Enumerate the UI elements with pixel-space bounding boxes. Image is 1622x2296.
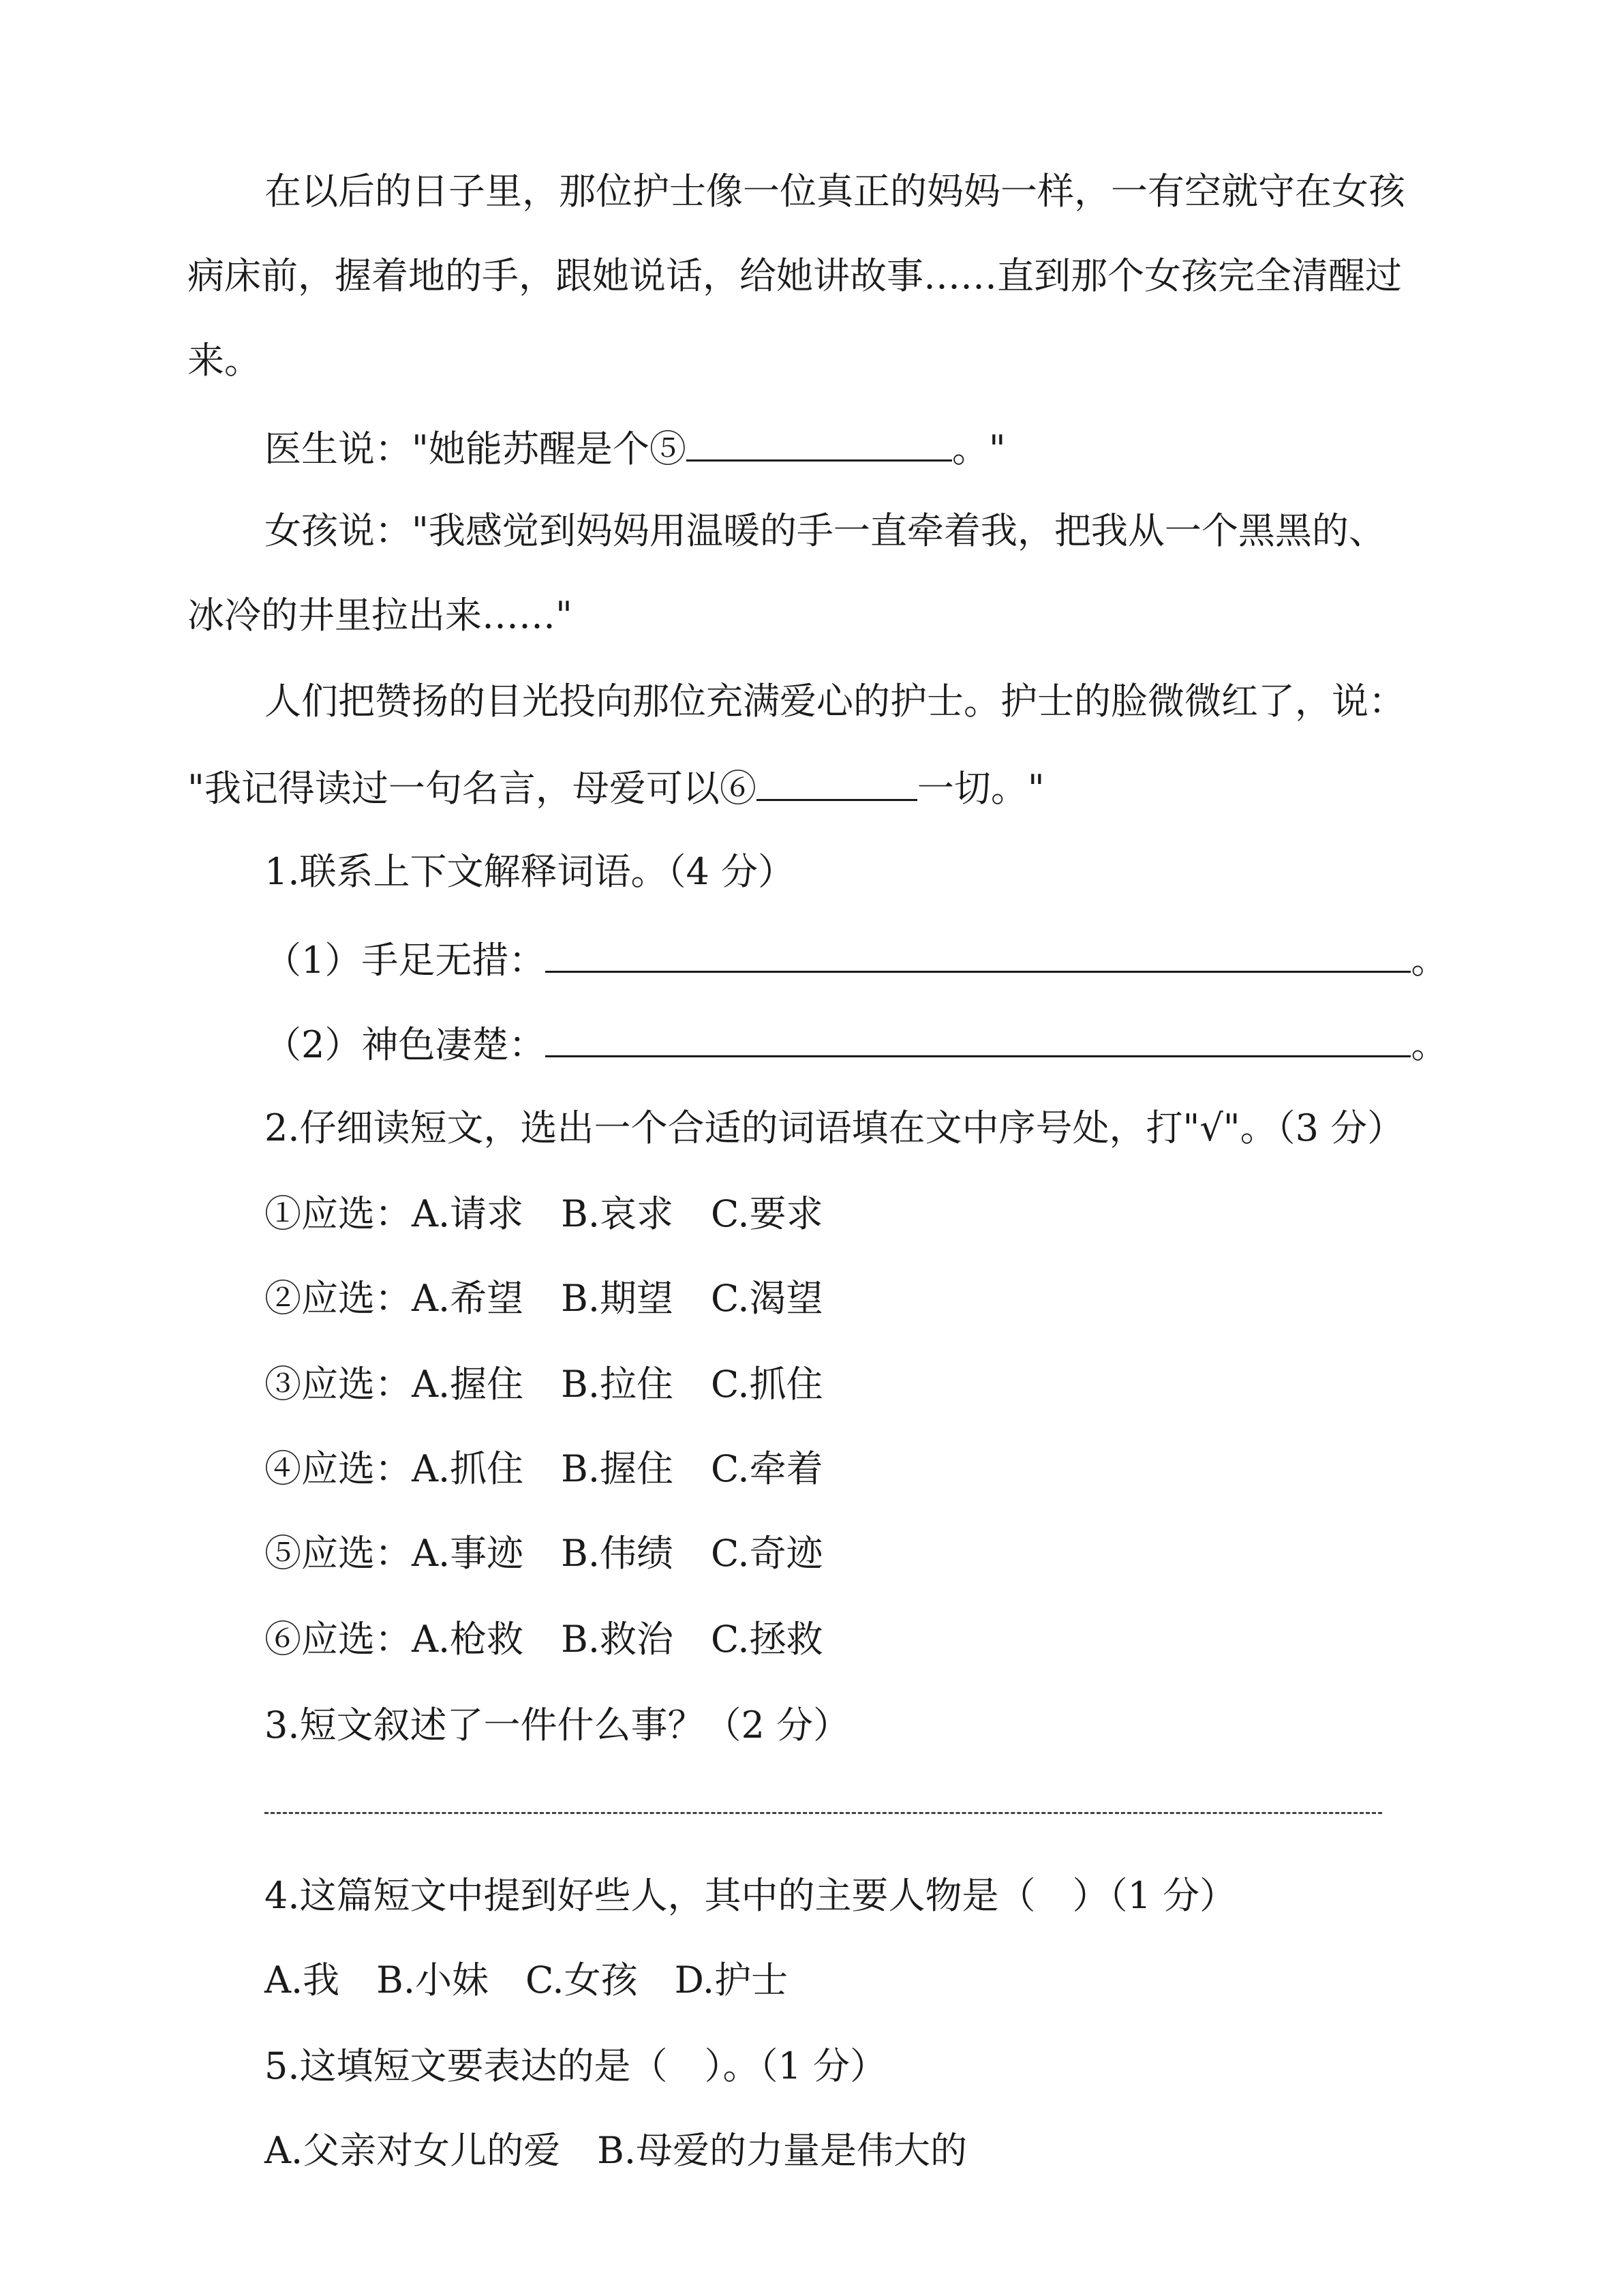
question-5-options[interactable]: A.父亲对女儿的爱 B.母爱的力量是伟大的 <box>264 2129 968 2172</box>
blank-6[interactable] <box>756 768 917 801</box>
praise-end: 一切。" <box>917 767 1045 810</box>
answer-line-1[interactable] <box>545 939 1411 973</box>
choice-b[interactable]: B.哀求 <box>561 1192 674 1235</box>
choice-c[interactable]: C.抓住 <box>711 1363 823 1406</box>
question-4-title: 4.这篇短文中提到好些人，其中的主要人物是（ ）（1 分） <box>264 1874 1237 1917</box>
choice-c[interactable]: C.要求 <box>711 1192 823 1235</box>
choice-label: ②应选： <box>264 1277 412 1320</box>
doctor-quote-end: 。" <box>951 427 1006 470</box>
question-5-title: 5.这填短文要表达的是（ ）。（1 分） <box>264 2044 887 2087</box>
choice-c[interactable]: C.渴望 <box>711 1277 823 1320</box>
choice-b[interactable]: B.伟绩 <box>561 1532 674 1575</box>
choice-row <box>264 1192 823 1235</box>
item-label: （2）神色凄楚： <box>264 1023 546 1066</box>
question-4-options[interactable]: A.我 B.小妹 C.女孩 D.护士 <box>264 1959 789 2002</box>
choice-c[interactable]: C.牵着 <box>711 1447 823 1490</box>
choice-a[interactable]: A.枪救 <box>412 1618 524 1661</box>
praise-line <box>187 767 1045 810</box>
question-1-item-2 <box>264 1023 1448 1066</box>
choice-b[interactable]: B.期望 <box>561 1277 674 1320</box>
choice-label: ③应选： <box>264 1363 412 1406</box>
doctor-quote-line <box>264 428 1006 468</box>
blank-5[interactable] <box>686 428 952 462</box>
choice-a[interactable]: A.抓住 <box>412 1447 524 1490</box>
choice-row <box>264 1363 823 1406</box>
answer-dashed-line[interactable] <box>264 1812 1382 1814</box>
question-1-item-1 <box>264 939 1448 982</box>
choice-c[interactable]: C.拯救 <box>711 1618 823 1661</box>
choice-b[interactable]: B.拉住 <box>561 1363 674 1406</box>
choice-label: ⑤应选： <box>264 1532 412 1575</box>
choice-b[interactable]: B.握住 <box>561 1447 674 1490</box>
girl-quote-line: 冰冷的井里拉出来……" <box>187 594 572 637</box>
choice-label: ⑥应选： <box>264 1618 412 1661</box>
praise-line: 人们把赞扬的目光投向那位充满爱心的护士。护士的脸微微红了，说： <box>264 680 1405 723</box>
answer-line-2[interactable] <box>545 1024 1411 1057</box>
choice-a[interactable]: A.希望 <box>412 1277 524 1320</box>
passage-paragraph-line: 来。 <box>187 339 261 382</box>
girl-quote-line: 女孩说："我感觉到妈妈用温暖的手一直牵着我，把我从一个黑黑的、 <box>264 509 1386 552</box>
choice-a[interactable]: A.握住 <box>412 1363 524 1406</box>
item-label: （1）手足无措： <box>264 939 546 982</box>
passage-paragraph-line: 在以后的日子里，那位护士像一位真正的妈妈一样，一有空就守在女孩 <box>264 170 1405 213</box>
choice-row <box>264 1532 823 1575</box>
doctor-quote-text: 医生说："她能苏醒是个⑤ <box>264 427 686 470</box>
praise-text: "我记得读过一句名言，母爱可以⑥ <box>187 767 756 810</box>
question-3-title: 3.短文叙述了一件什么事？（2 分） <box>264 1704 851 1747</box>
choice-a[interactable]: A.请求 <box>412 1192 524 1235</box>
item-end: 。 <box>1411 1023 1448 1066</box>
choice-a[interactable]: A.事迹 <box>412 1532 524 1575</box>
item-end: 。 <box>1411 939 1448 982</box>
question-2-title: 2.仔细读短文，选出一个合适的词语填在文中序号处，打"√"。（3 分） <box>264 1106 1405 1149</box>
choice-row <box>264 1277 823 1320</box>
passage-paragraph-line: 病床前，握着地的手，跟她说话，给她讲故事……直到那个女孩完全清醒过 <box>187 254 1402 297</box>
choice-row <box>264 1447 823 1490</box>
choice-label: ④应选： <box>264 1447 412 1490</box>
question-1-title: 1.联系上下文解释词语。（4 分） <box>264 850 795 893</box>
choice-label: ①应选： <box>264 1192 412 1235</box>
choice-c[interactable]: C.奇迹 <box>711 1532 823 1575</box>
choice-b[interactable]: B.救治 <box>561 1618 674 1661</box>
choice-row <box>264 1618 823 1661</box>
